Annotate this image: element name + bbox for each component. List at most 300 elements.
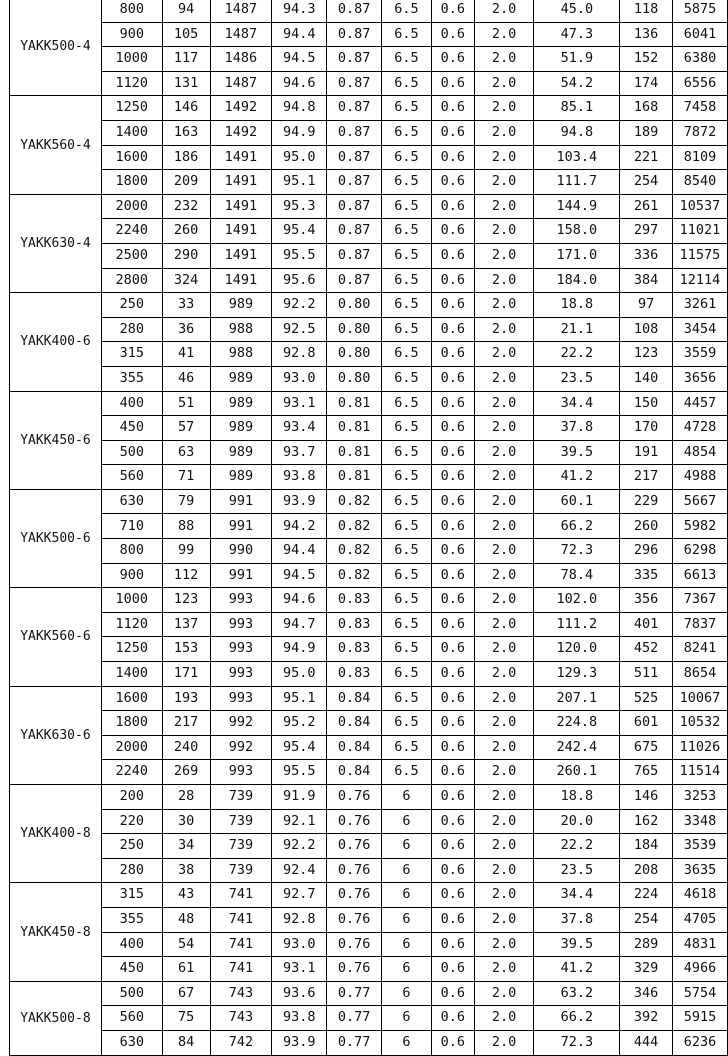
table-cell: 260 xyxy=(162,219,210,244)
table-cell: 0.6 xyxy=(431,293,474,318)
table-cell: 560 xyxy=(101,1006,162,1031)
table-cell: 261 xyxy=(620,194,673,219)
table-cell: 4988 xyxy=(673,465,728,490)
table-cell: 0.6 xyxy=(431,416,474,441)
table-cell: 2.0 xyxy=(474,612,534,637)
table-cell: 6.5 xyxy=(382,145,432,170)
table-cell: 0.6 xyxy=(431,686,474,711)
table-cell: 0.6 xyxy=(431,907,474,932)
table-cell: 92.1 xyxy=(272,809,327,834)
table-cell: 0.87 xyxy=(327,219,382,244)
table-cell: 2.0 xyxy=(474,194,534,219)
table-cell: 158.0 xyxy=(534,219,620,244)
table-cell: 0.87 xyxy=(327,71,382,96)
table-cell: 0.77 xyxy=(327,981,382,1006)
table-cell: 988 xyxy=(210,317,272,342)
table-cell: 0.87 xyxy=(327,194,382,219)
table-cell: 6.5 xyxy=(382,366,432,391)
table-cell: 94.8 xyxy=(272,96,327,121)
table-cell: 47.3 xyxy=(534,22,620,47)
table-cell: 95.6 xyxy=(272,268,327,293)
table-row xyxy=(10,957,728,982)
table-cell: 741 xyxy=(210,932,272,957)
model-cell: YAKK400-8 xyxy=(10,785,102,883)
table-cell: 4705 xyxy=(673,907,728,932)
table-cell: 189 xyxy=(620,120,673,145)
table-cell: 10532 xyxy=(673,711,728,736)
table-cell: 0.6 xyxy=(431,391,474,416)
table-cell: 0.6 xyxy=(431,71,474,96)
table-row xyxy=(10,637,728,662)
table-cell: 1491 xyxy=(210,268,272,293)
table-cell: 0.80 xyxy=(327,342,382,367)
table-row xyxy=(10,22,728,47)
table-cell: 0.77 xyxy=(327,1030,382,1055)
table-cell: 2.0 xyxy=(474,588,534,613)
table-cell: 1120 xyxy=(101,71,162,96)
table-cell: 94.6 xyxy=(272,588,327,613)
table-cell: 993 xyxy=(210,760,272,785)
table-cell: 103.4 xyxy=(534,145,620,170)
table-cell: 1491 xyxy=(210,170,272,195)
table-cell: 739 xyxy=(210,785,272,810)
table-cell: 0.87 xyxy=(327,243,382,268)
table-cell: 6.5 xyxy=(382,120,432,145)
table-cell: 6.5 xyxy=(382,342,432,367)
table-cell: 900 xyxy=(101,563,162,588)
table-cell: 22.2 xyxy=(534,834,620,859)
table-cell: 0.6 xyxy=(431,219,474,244)
model-cell: YAKK450-6 xyxy=(10,391,102,489)
table-cell: 46 xyxy=(162,366,210,391)
table-cell: 2000 xyxy=(101,735,162,760)
table-cell: 0.6 xyxy=(431,662,474,687)
table-cell: 144.9 xyxy=(534,194,620,219)
table-cell: 0.6 xyxy=(431,809,474,834)
table-row xyxy=(10,366,728,391)
table-cell: 741 xyxy=(210,957,272,982)
table-cell: 2.0 xyxy=(474,1006,534,1031)
table-cell: 93.4 xyxy=(272,416,327,441)
table-cell: 1250 xyxy=(101,637,162,662)
table-cell: 7837 xyxy=(673,612,728,637)
table-cell: 0.6 xyxy=(431,785,474,810)
table-cell: 22.2 xyxy=(534,342,620,367)
table-cell: 95.4 xyxy=(272,219,327,244)
table-cell: 1492 xyxy=(210,120,272,145)
table-cell: 0.81 xyxy=(327,416,382,441)
table-cell: 3539 xyxy=(673,834,728,859)
table-row xyxy=(10,1030,728,1055)
table-cell: 1800 xyxy=(101,711,162,736)
table-cell: 6 xyxy=(382,932,432,957)
table-cell: 2.0 xyxy=(474,366,534,391)
table-cell: 743 xyxy=(210,981,272,1006)
table-cell: 51.9 xyxy=(534,47,620,72)
table-cell: 0.81 xyxy=(327,465,382,490)
table-cell: 92.4 xyxy=(272,858,327,883)
table-cell: 93.1 xyxy=(272,957,327,982)
table-cell: 95.1 xyxy=(272,686,327,711)
table-cell: 209 xyxy=(162,170,210,195)
table-cell: 0.6 xyxy=(431,612,474,637)
table-cell: 61 xyxy=(162,957,210,982)
table-row xyxy=(10,981,728,1006)
table-cell: 6 xyxy=(382,834,432,859)
table-cell: 315 xyxy=(101,342,162,367)
table-cell: 94.4 xyxy=(272,539,327,564)
table-cell: 0.6 xyxy=(431,563,474,588)
table-cell: 630 xyxy=(101,1030,162,1055)
table-cell: 2.0 xyxy=(474,317,534,342)
model-cell: YAKK560-4 xyxy=(10,96,102,194)
table-row xyxy=(10,268,728,293)
table-cell: 336 xyxy=(620,243,673,268)
table-row xyxy=(10,440,728,465)
table-cell: 0.6 xyxy=(431,342,474,367)
table-cell: 0.81 xyxy=(327,391,382,416)
table-cell: 0.6 xyxy=(431,243,474,268)
table-cell: 5915 xyxy=(673,1006,728,1031)
table-cell: 4728 xyxy=(673,416,728,441)
table-cell: 162 xyxy=(620,809,673,834)
table-cell: 993 xyxy=(210,662,272,687)
table-cell: 34.4 xyxy=(534,391,620,416)
table-cell: 71 xyxy=(162,465,210,490)
table-row xyxy=(10,563,728,588)
table-cell: 51 xyxy=(162,391,210,416)
table-cell: 401 xyxy=(620,612,673,637)
table-cell: 54 xyxy=(162,932,210,957)
table-cell: 269 xyxy=(162,760,210,785)
table-cell: 356 xyxy=(620,588,673,613)
table-cell: 1250 xyxy=(101,96,162,121)
table-cell: 6.5 xyxy=(382,489,432,514)
table-row xyxy=(10,588,728,613)
table-cell: 6.5 xyxy=(382,268,432,293)
table-cell: 39.5 xyxy=(534,932,620,957)
table-cell: 95.0 xyxy=(272,662,327,687)
table-cell: 0.6 xyxy=(431,1030,474,1055)
table-row xyxy=(10,883,728,908)
table-cell: 1487 xyxy=(210,22,272,47)
table-cell: 800 xyxy=(101,0,162,22)
table-cell: 1800 xyxy=(101,170,162,195)
table-cell: 0.87 xyxy=(327,145,382,170)
table-cell: 800 xyxy=(101,539,162,564)
table-row xyxy=(10,760,728,785)
spec-table-body xyxy=(10,0,728,1055)
table-cell: 88 xyxy=(162,514,210,539)
table-cell: 174 xyxy=(620,71,673,96)
table-cell: 6.5 xyxy=(382,71,432,96)
table-row xyxy=(10,391,728,416)
table-row xyxy=(10,71,728,96)
table-cell: 2.0 xyxy=(474,514,534,539)
table-cell: 0.80 xyxy=(327,366,382,391)
table-cell: 2240 xyxy=(101,219,162,244)
table-cell: 152 xyxy=(620,47,673,72)
table-cell: 33 xyxy=(162,293,210,318)
table-cell: 136 xyxy=(620,22,673,47)
table-cell: 6.5 xyxy=(382,686,432,711)
model-cell: YAKK400-6 xyxy=(10,293,102,391)
table-cell: 94.7 xyxy=(272,612,327,637)
table-cell: 0.6 xyxy=(431,47,474,72)
table-cell: 191 xyxy=(620,440,673,465)
table-cell: 3656 xyxy=(673,366,728,391)
model-cell: YAKK500-8 xyxy=(10,981,102,1055)
table-cell: 170 xyxy=(620,416,673,441)
table-cell: 95.3 xyxy=(272,194,327,219)
table-cell: 2000 xyxy=(101,194,162,219)
table-cell: 0.87 xyxy=(327,120,382,145)
table-row xyxy=(10,416,728,441)
table-cell: 0.6 xyxy=(431,932,474,957)
table-cell: 900 xyxy=(101,22,162,47)
motor-spec-table xyxy=(9,0,728,1056)
table-cell: 137 xyxy=(162,612,210,637)
table-cell: 6.5 xyxy=(382,391,432,416)
table-row xyxy=(10,735,728,760)
table-cell: 95.1 xyxy=(272,170,327,195)
table-cell: 111.7 xyxy=(534,170,620,195)
table-cell: 0.6 xyxy=(431,145,474,170)
table-cell: 11575 xyxy=(673,243,728,268)
table-cell: 91.9 xyxy=(272,785,327,810)
table-cell: 242.4 xyxy=(534,735,620,760)
model-cell: YAKK560-6 xyxy=(10,588,102,686)
table-cell: 254 xyxy=(620,907,673,932)
table-cell: 8654 xyxy=(673,662,728,687)
table-row xyxy=(10,293,728,318)
table-cell: 72.3 xyxy=(534,539,620,564)
table-cell: 0.87 xyxy=(327,268,382,293)
table-cell: 1000 xyxy=(101,588,162,613)
table-cell: 0.87 xyxy=(327,170,382,195)
table-cell: 221 xyxy=(620,145,673,170)
table-cell: 146 xyxy=(162,96,210,121)
table-cell: 0.6 xyxy=(431,96,474,121)
table-cell: 0.77 xyxy=(327,1006,382,1031)
table-cell: 99 xyxy=(162,539,210,564)
table-cell: 163 xyxy=(162,120,210,145)
table-cell: 710 xyxy=(101,514,162,539)
table-cell: 1600 xyxy=(101,145,162,170)
table-row xyxy=(10,785,728,810)
table-cell: 11514 xyxy=(673,760,728,785)
table-cell: 117 xyxy=(162,47,210,72)
table-cell: 123 xyxy=(620,342,673,367)
table-cell: 0.6 xyxy=(431,120,474,145)
table-cell: 0.6 xyxy=(431,268,474,293)
table-cell: 400 xyxy=(101,932,162,957)
table-row xyxy=(10,96,728,121)
table-cell: 94 xyxy=(162,0,210,22)
table-cell: 0.76 xyxy=(327,907,382,932)
table-cell: 34.4 xyxy=(534,883,620,908)
table-cell: 992 xyxy=(210,711,272,736)
table-cell: 329 xyxy=(620,957,673,982)
table-cell: 93.0 xyxy=(272,366,327,391)
table-cell: 2.0 xyxy=(474,907,534,932)
table-cell: 186 xyxy=(162,145,210,170)
table-cell: 1486 xyxy=(210,47,272,72)
table-cell: 2.0 xyxy=(474,440,534,465)
table-cell: 8241 xyxy=(673,637,728,662)
table-cell: 0.83 xyxy=(327,588,382,613)
table-cell: 95.0 xyxy=(272,145,327,170)
table-cell: 346 xyxy=(620,981,673,1006)
table-cell: 324 xyxy=(162,268,210,293)
table-cell: 2.0 xyxy=(474,47,534,72)
table-row xyxy=(10,145,728,170)
table-cell: 2.0 xyxy=(474,858,534,883)
table-cell: 355 xyxy=(101,907,162,932)
table-cell: 112 xyxy=(162,563,210,588)
table-cell: 452 xyxy=(620,637,673,662)
table-cell: 43 xyxy=(162,883,210,908)
table-cell: 2.0 xyxy=(474,391,534,416)
table-cell: 85.1 xyxy=(534,96,620,121)
table-cell: 993 xyxy=(210,686,272,711)
table-cell: 989 xyxy=(210,293,272,318)
table-row xyxy=(10,662,728,687)
table-cell: 450 xyxy=(101,416,162,441)
table-cell: 0.76 xyxy=(327,957,382,982)
table-cell: 6.5 xyxy=(382,563,432,588)
table-cell: 280 xyxy=(101,317,162,342)
table-cell: 92.8 xyxy=(272,342,327,367)
table-cell: 5754 xyxy=(673,981,728,1006)
table-cell: 2.0 xyxy=(474,932,534,957)
table-cell: 4831 xyxy=(673,932,728,957)
table-cell: 992 xyxy=(210,735,272,760)
table-cell: 105 xyxy=(162,22,210,47)
table-cell: 0.84 xyxy=(327,711,382,736)
table-cell: 95.4 xyxy=(272,735,327,760)
table-cell: 6.5 xyxy=(382,293,432,318)
table-cell: 250 xyxy=(101,293,162,318)
table-cell: 3454 xyxy=(673,317,728,342)
table-cell: 93.1 xyxy=(272,391,327,416)
table-cell: 8109 xyxy=(673,145,728,170)
table-cell: 6.5 xyxy=(382,440,432,465)
table-cell: 45.0 xyxy=(534,0,620,22)
table-cell: 989 xyxy=(210,416,272,441)
table-cell: 739 xyxy=(210,858,272,883)
table-cell: 217 xyxy=(162,711,210,736)
table-cell: 193 xyxy=(162,686,210,711)
table-cell: 94.2 xyxy=(272,514,327,539)
table-cell: 23.5 xyxy=(534,366,620,391)
table-cell: 95.2 xyxy=(272,711,327,736)
table-cell: 39.5 xyxy=(534,440,620,465)
table-cell: 6.5 xyxy=(382,194,432,219)
table-cell: 2.0 xyxy=(474,96,534,121)
table-cell: 4966 xyxy=(673,957,728,982)
table-cell: 66.2 xyxy=(534,1006,620,1031)
table-cell: 450 xyxy=(101,957,162,982)
table-cell: 6.5 xyxy=(382,711,432,736)
table-row xyxy=(10,858,728,883)
table-cell: 92.7 xyxy=(272,883,327,908)
table-cell: 232 xyxy=(162,194,210,219)
table-cell: 6 xyxy=(382,1030,432,1055)
table-row xyxy=(10,907,728,932)
table-cell: 3253 xyxy=(673,785,728,810)
table-cell: 97 xyxy=(620,293,673,318)
table-cell: 2.0 xyxy=(474,686,534,711)
table-row xyxy=(10,539,728,564)
table-row xyxy=(10,120,728,145)
table-row xyxy=(10,686,728,711)
table-cell: 28 xyxy=(162,785,210,810)
table-cell: 0.82 xyxy=(327,489,382,514)
table-cell: 0.6 xyxy=(431,440,474,465)
table-cell: 94.4 xyxy=(272,22,327,47)
table-cell: 741 xyxy=(210,907,272,932)
table-cell: 129.3 xyxy=(534,662,620,687)
table-cell: 93.8 xyxy=(272,1006,327,1031)
table-cell: 993 xyxy=(210,588,272,613)
table-cell: 1120 xyxy=(101,612,162,637)
table-cell: 0.76 xyxy=(327,858,382,883)
table-cell: 0.6 xyxy=(431,539,474,564)
spec-table-container xyxy=(9,0,728,1056)
table-cell: 6.5 xyxy=(382,317,432,342)
table-cell: 23.5 xyxy=(534,858,620,883)
table-cell: 207.1 xyxy=(534,686,620,711)
table-row xyxy=(10,834,728,859)
table-cell: 6.5 xyxy=(382,637,432,662)
table-cell: 66.2 xyxy=(534,514,620,539)
table-cell: 0.6 xyxy=(431,981,474,1006)
table-cell: 741 xyxy=(210,883,272,908)
table-cell: 0.80 xyxy=(327,293,382,318)
table-cell: 4618 xyxy=(673,883,728,908)
table-cell: 6.5 xyxy=(382,539,432,564)
table-cell: 4457 xyxy=(673,391,728,416)
table-cell: 12114 xyxy=(673,268,728,293)
table-cell: 511 xyxy=(620,662,673,687)
table-cell: 93.7 xyxy=(272,440,327,465)
table-cell: 0.6 xyxy=(431,711,474,736)
table-row xyxy=(10,317,728,342)
table-cell: 0.6 xyxy=(431,883,474,908)
table-cell: 739 xyxy=(210,834,272,859)
table-cell: 7872 xyxy=(673,120,728,145)
table-cell: 1487 xyxy=(210,71,272,96)
table-cell: 1491 xyxy=(210,243,272,268)
table-cell: 2.0 xyxy=(474,957,534,982)
table-row xyxy=(10,194,728,219)
table-cell: 0.83 xyxy=(327,612,382,637)
table-cell: 2.0 xyxy=(474,539,534,564)
table-cell: 48 xyxy=(162,907,210,932)
table-cell: 131 xyxy=(162,71,210,96)
table-cell: 742 xyxy=(210,1030,272,1055)
table-cell: 6236 xyxy=(673,1030,728,1055)
table-row xyxy=(10,1006,728,1031)
table-cell: 500 xyxy=(101,440,162,465)
table-cell: 93.9 xyxy=(272,489,327,514)
table-cell: 384 xyxy=(620,268,673,293)
table-cell: 3348 xyxy=(673,809,728,834)
table-cell: 296 xyxy=(620,539,673,564)
table-cell: 6 xyxy=(382,981,432,1006)
table-cell: 989 xyxy=(210,366,272,391)
